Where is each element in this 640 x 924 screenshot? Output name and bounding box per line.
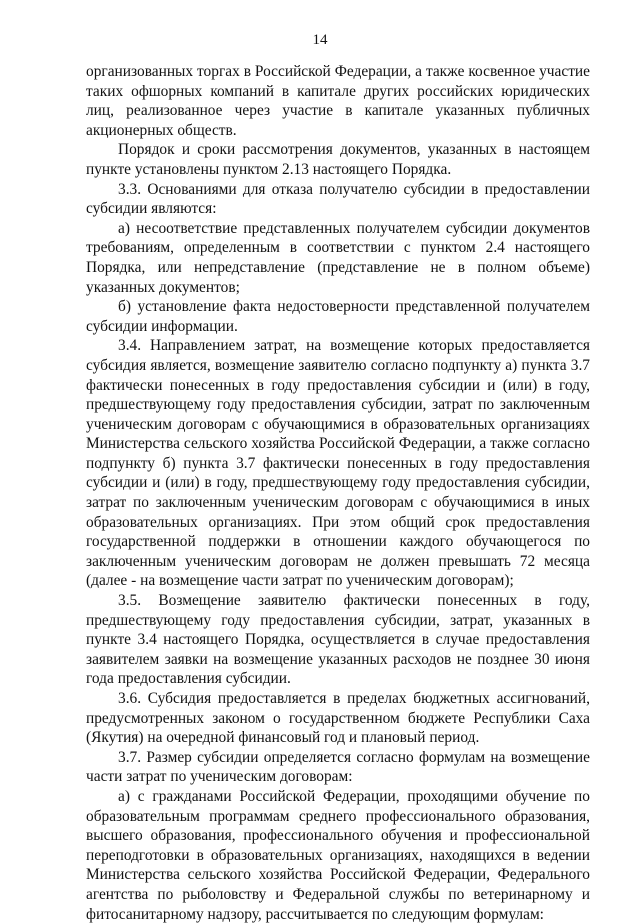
paragraph-3-7-a: а) с гражданами Российской Федерации, проходящими обучение по образовательным программам среднего профессионального образования, высшего образования, профессионального обучения и профессиональной переподготовки в образовательных организациях, находящихся в ведении Министерства сельского хозяйства Российской Федерации, Федерального агентства по рыболовству и Федеральной службы по ветеринарному и фитосанитарному надзору, рассчитывается по следующим формулам: xyxy=(86,787,590,923)
paragraph-3-3: 3.3. Основаниями для отказа получателю субсидии в предоставлении субсидии являются: xyxy=(86,180,590,218)
document-body xyxy=(86,62,590,924)
paragraph-3-7: 3.7. Размер субсидии определяется согласно формулам на возмещение части затрат по ученическим договорам: xyxy=(86,748,590,786)
paragraph-continuation: организованных торгах в Российской Федерации, а также косвенное участие таких офшорных компаний в капитале других российских юридических лиц, реализованное через участие в капитале указанных публичных акционерных обществ. xyxy=(86,63,590,139)
paragraph-3-3-b: б) установление факта недостоверности представленной получателем субсидии информации. xyxy=(86,298,590,335)
page-number: 14 xyxy=(312,32,328,48)
paragraph-3-6: 3.6. Субсидия предоставляется в пределах бюджетных ассигнований, предусмотренных законом о государственном бюджете Республики Саха (Якутия) на очередной финансовый год и плановый период. xyxy=(86,690,590,747)
paragraph-3-4: 3.4. Направлением затрат, на возмещение которых предоставляется субсидия является, возмещение заявителю согласно подпункту а) пункта 3.7 фактически понесенных в году предоставления субсидии и (или) в году, предшествующему году предоставления субсидии, затрат по заключенным ученическим договорам с обучающимися в образовательных организациях Министерства сельского хозяйства Российской Федерации, а также согласно подпункту б) пункта 3.7 фактически понесенных в году предоставления субсидии и (или) в году, предшествующему году предоставления субсидии, затрат по заключенным ученическим договорам с обучающимися в иных образовательных организациях. При этом общий срок предоставления государственной поддержки в отношении каждого обучающегося по заключенным ученическим договорам не должен превышать 72 месяца (далее - на возмещение части затрат по ученическим договорам); xyxy=(86,337,590,590)
paragraph-3-5: 3.5. Возмещение заявителю фактически понесенных в году, предшествующему году предоставления субсидии, затрат, указанных в пункте 3.4 настоящего Порядка, осуществляется в случае предоставления заявителем заявки на возмещение указанных расходов не позднее 30 июня года предоставления субсидии. xyxy=(86,592,590,688)
paragraph-3-3-a: а) несоответствие представленных получателем субсидии документов требованиям, определенным в соответствии с пунктом 2.4 настоящего Порядка, или непредставление (представление не в полном объеме) указанных документов; xyxy=(86,219,590,296)
paragraph-procedure-terms: Порядок и сроки рассмотрения документов, указанных в настоящем пункте установлены пунктом 2.13 настоящего Порядка. xyxy=(86,141,590,178)
